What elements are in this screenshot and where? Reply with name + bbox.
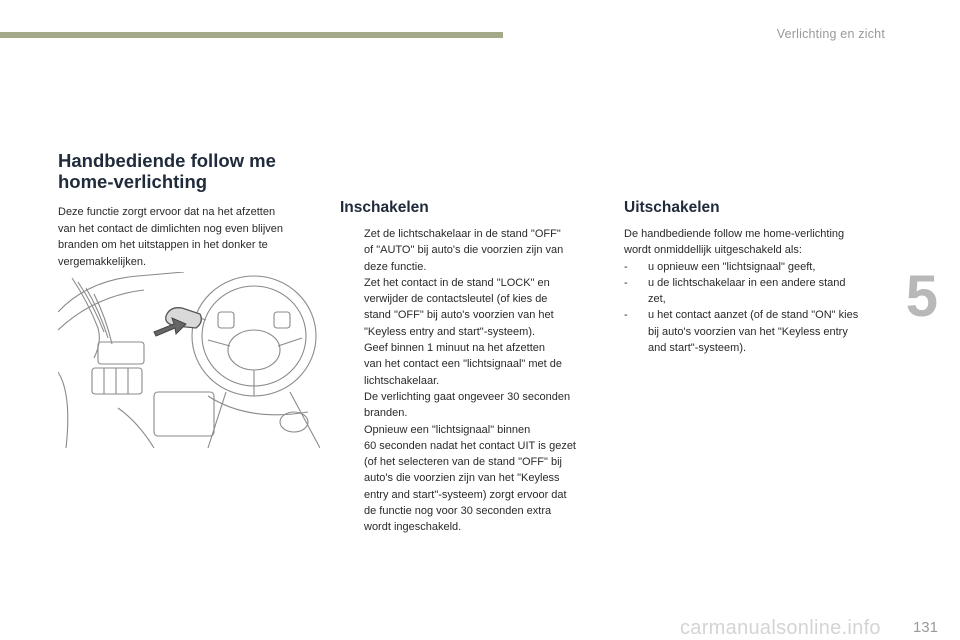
steering-column-stalk-illustration-icon — [58, 272, 320, 448]
item-line: De verlichting gaat ongeveer 30 seconden — [364, 390, 571, 403]
uitschakelen-section — [624, 198, 892, 356]
paragraph-line: van het contact de dimlichten nog even blijven — [58, 222, 284, 235]
title-line: Handbediende follow me — [58, 150, 276, 171]
item-line: Geef binnen 1 minuut na het afzetten — [364, 342, 546, 355]
item-line: (of het selecteren van de stand "OFF" bij — [364, 456, 562, 469]
header-accent-bar — [0, 32, 503, 38]
item-line: de functie nog voor 30 seconden extra — [364, 505, 552, 518]
paragraph-line: Deze functie zorgt ervoor dat na het afzetten — [58, 206, 276, 218]
intro-column — [58, 150, 320, 270]
item-line: verwijder de contactsleutel (of kies de — [364, 293, 548, 306]
uitschakelen-intro — [624, 226, 892, 259]
item-line: Zet de lichtschakelaar in de stand "OFF" — [364, 228, 561, 240]
inschakelen-section — [340, 198, 608, 536]
list-item — [340, 275, 608, 340]
chapter-number: 5 — [905, 264, 938, 329]
list-item — [340, 422, 608, 536]
page-title — [58, 150, 320, 192]
item-line: lichtschakelaar. — [364, 374, 440, 387]
item-line: u de lichtschakelaar in een andere stand — [648, 276, 846, 289]
item-line: bij auto's voorzien van het "Keyless entry — [648, 325, 848, 338]
item-line: Zet het contact in de stand "LOCK" en — [364, 276, 550, 289]
list-item — [340, 226, 608, 275]
list-item — [624, 307, 892, 356]
item-line: branden. — [364, 407, 408, 420]
item-line: u opnieuw een "lichtsignaal" geeft, — [648, 260, 816, 273]
item-line: zet, — [648, 293, 666, 306]
dash-marker: - — [624, 309, 628, 322]
item-line: Opnieuw een "lichtsignaal" binnen — [364, 423, 531, 436]
list-item — [624, 275, 892, 308]
uitschakelen-list — [624, 259, 892, 357]
item-line: stand "OFF" bij auto's voorzien van het — [364, 309, 554, 322]
inschakelen-list — [340, 226, 608, 536]
item-line: deze functie. — [364, 260, 427, 273]
intro-paragraph — [58, 204, 320, 270]
item-line: wordt ingeschakeld. — [364, 521, 462, 534]
item-line: 60 seconden nadat het contact UIT is gezet — [364, 439, 576, 452]
uitschakelen-heading: Uitschakelen — [624, 199, 720, 216]
item-line: van het contact een "lichtsignaal" met de — [364, 358, 562, 371]
page-number: 131 — [912, 619, 938, 636]
dash-marker: - — [624, 260, 628, 273]
dash-marker: - — [624, 276, 628, 289]
item-line: u het contact aanzet (of de stand "ON" kies — [648, 309, 859, 322]
paragraph-line: branden om het uitstappen in het donker te — [58, 239, 268, 251]
item-line: and start"-systeem). — [648, 342, 747, 355]
title-line: home-verlichting — [58, 171, 208, 192]
item-line: of "AUTO" bij auto's die voorzien zijn van — [364, 244, 564, 257]
item-line: "Keyless entry and start"-systeem). — [364, 325, 536, 338]
paragraph-line: wordt onmiddellijk uitgeschakeld als: — [624, 244, 802, 257]
watermark: carmanualsonline.info — [680, 617, 881, 639]
inschakelen-heading: Inschakelen — [340, 199, 429, 216]
list-item — [624, 259, 892, 275]
item-line: entry and start"-systeem) zorgt ervoor dat — [364, 488, 567, 501]
section-header-title: Verlichting en zicht — [776, 27, 885, 41]
paragraph-line: De handbediende follow me home-verlichting — [624, 228, 845, 240]
list-item — [340, 340, 608, 421]
item-line: auto's die voorzien zijn van het "Keyless — [364, 472, 560, 485]
paragraph-line: vergemakkelijken. — [58, 255, 147, 268]
